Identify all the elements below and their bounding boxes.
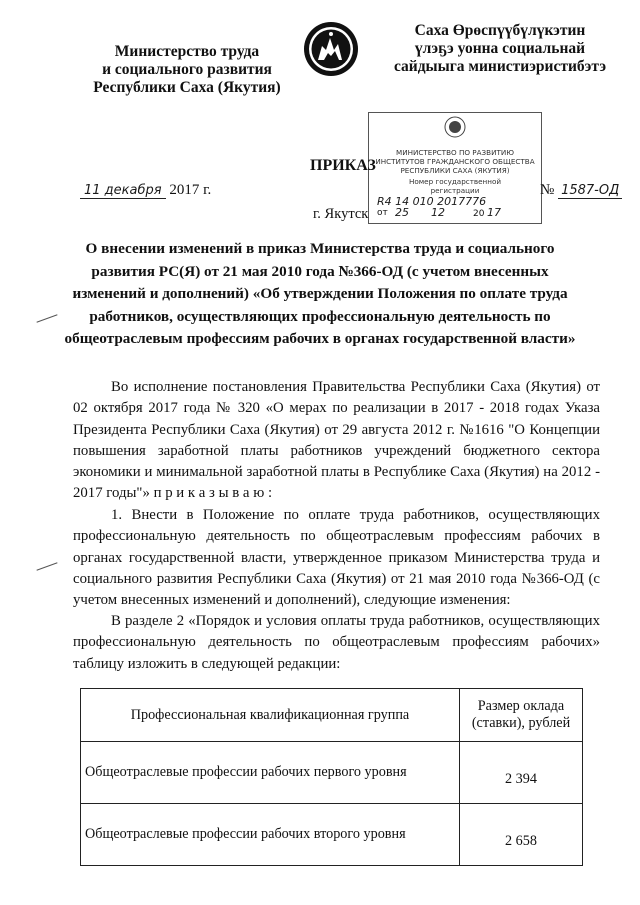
order-city: г. Якутск (313, 206, 369, 222)
table-row (81, 742, 583, 804)
order-number-label: № (540, 182, 555, 198)
table-header-group: Профессиональная квалификационная группа (81, 689, 460, 742)
ministry-name-yakut (390, 22, 610, 76)
emblem-icon (302, 20, 360, 78)
stamp-reg-number: R4 14 010 2017776 (377, 195, 487, 208)
ministry-name-line: Республики Саха (Якутия) (93, 79, 281, 96)
ministry-name-russian (72, 43, 302, 97)
stamp-line: регистрации (430, 186, 480, 195)
table-cell-group: Общеотраслевые профессии рабочих второго уровня (81, 804, 460, 866)
paragraph-text: В разделе 2 «Порядок и условия оплаты труда работников, осуществляющих профессиональную деятельность по общеотраслевым профессиям рабочих» таблицу изложить в следующей редакции: (73, 613, 600, 672)
body-paragraph-section-2 (73, 611, 600, 675)
paragraph-text: 1. Внести в Положение по оплате труда работников, осуществляющих профессиональную деятельность по общеотраслевым профессиям рабочих в органах государственной власти, утвержденное приказом Министерства труда и социального развития Республики Саха (Якутия) от 21 мая 2010 года №366-ОД (с учетом внесенных изменений и дополнений), следующие изменения: (73, 507, 600, 609)
table-cell-salary: 2 394 (460, 742, 583, 804)
ministry-name-line: Саха Өрөспүүбүлүкэтин (414, 22, 586, 39)
table-header-salary: Размер оклада (ставки), рублей (460, 689, 583, 742)
stamp-year-prefix: 20 (473, 209, 485, 219)
order-date (80, 182, 211, 199)
table-cell-group: Общеотраслевые профессии рабочих первого уровня (81, 742, 460, 804)
salary-table (80, 688, 583, 866)
stamp-line: Номер государственной (408, 177, 502, 186)
order-number-handwritten: 1587-ОД (558, 183, 622, 199)
margin-mark (36, 562, 57, 570)
stamp-month: 12 (431, 206, 445, 219)
margin-mark (36, 314, 57, 322)
registration-stamp (368, 112, 542, 224)
table-header-row (81, 689, 583, 742)
order-date-year: 2017 г. (169, 182, 212, 198)
body-paragraph-item-1 (73, 505, 600, 611)
stamp-from-label: от (377, 208, 388, 218)
stamp-day: 25 (395, 206, 409, 219)
table-row (81, 804, 583, 866)
order-number (540, 182, 622, 199)
order-subject: О внесении изменений в приказ Министерства труда и социального развития РС(Я) от 21 мая 2010 года №366-ОД (с учетом внесенных изменений и дополнений) «Об утверждении Положения по оплате труда работников, осуществляющих профессиональную деятельность по общеотраслевым профессиям рабочих в органах государственной власти» (64, 240, 576, 347)
stamp-line: МИНИСТЕРСТВО ПО РАЗВИТИЮ (396, 148, 514, 157)
table-cell-salary: 2 658 (460, 804, 583, 866)
order-title: ПРИКАЗ (310, 157, 376, 174)
paragraph-text: Во исполнение постановления Правительства Республики Саха (Якутия) от 02 октября 2017 года № 320 «О мерах по реализации в 2017 - 2018 годах Указа Президента Республики Саха (Якутия) от 29 августа 2012 г. №1616 "О Концепции повышения заработной платы работников учреждений бюджетного сектора экономики и минимальной заработной платы в Республике Саха (Якутия) на 2012 - 2017 годы"» п р и к а з ы в а ю : (73, 379, 600, 502)
body-paragraph-preamble (73, 377, 600, 505)
stamp-line: РЕСПУБЛИКИ САХА (ЯКУТИЯ) (400, 166, 510, 175)
stamp-line: ИНСТИТУТОВ ГРАЖДАНСКОГО ОБЩЕСТВА (375, 157, 535, 166)
ministry-name-line: сайдыыга министиэристибэтэ (393, 58, 607, 75)
order-date-handwritten: 11 декабря (80, 183, 166, 199)
stamp-emblem-icon (444, 116, 466, 138)
ministry-name-line: Министерство труда (114, 43, 260, 60)
ministry-name-line: и социального развития (102, 61, 272, 78)
ministry-name-line: үлэҕэ уонна социальнай (414, 40, 586, 57)
stamp-year-suffix: 17 (487, 206, 501, 219)
